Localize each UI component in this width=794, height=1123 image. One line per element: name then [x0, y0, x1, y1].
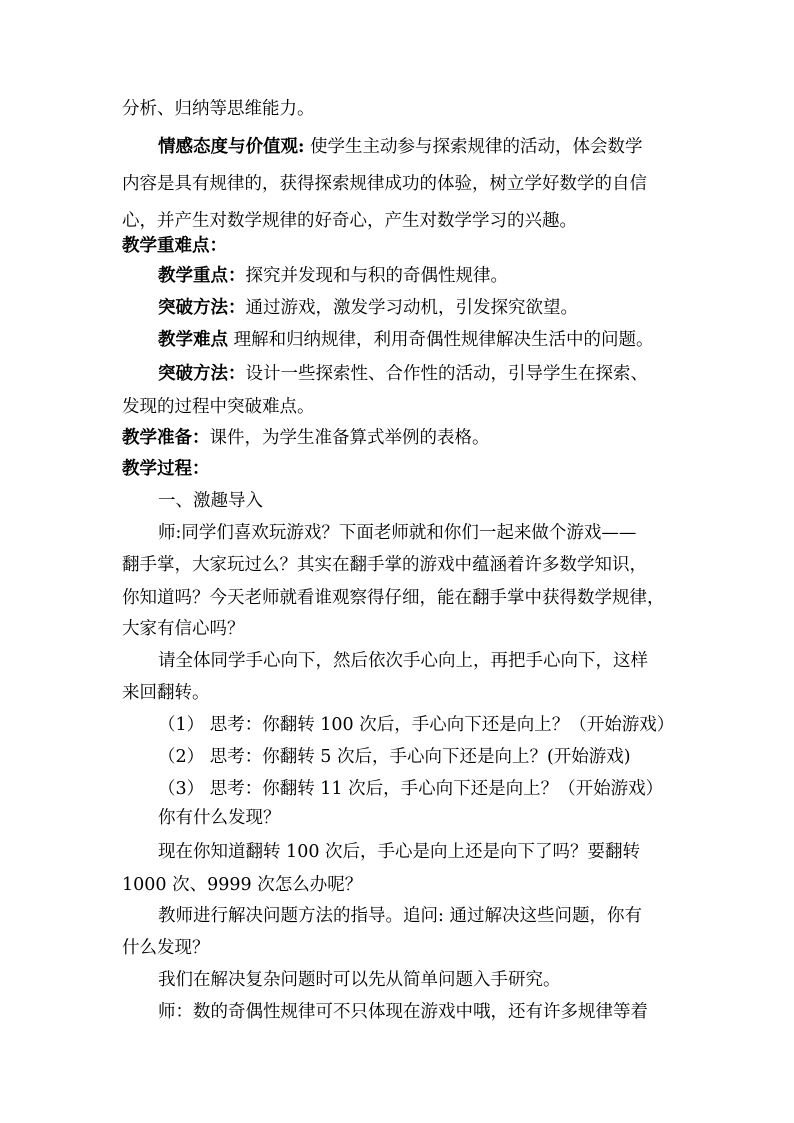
section-label: 教学准备：	[122, 428, 210, 448]
text-line	[122, 172, 682, 196]
line-text: 我们在解决复杂问题时可以先从简单问题入手研究。	[158, 970, 561, 990]
line-text: 使学生主动参与探索规律的活动，体会数学	[304, 137, 643, 157]
text-line	[158, 904, 718, 928]
line-text: 请全体同学手心向下，然后依次手心向上，再把手心向下，这样	[158, 651, 648, 671]
text-line	[158, 296, 718, 320]
text-line	[122, 617, 682, 641]
line-text: 你有什么发现？	[158, 808, 281, 828]
line-text: 一、激趣导入	[158, 491, 263, 511]
section-label: 教学重点：	[158, 266, 246, 286]
text-line	[158, 489, 718, 513]
text-line	[122, 586, 682, 610]
heading-text: 教学过程：	[122, 459, 210, 479]
line-text: 师:同学们喜欢玩游戏？下面老师就和你们一起来做个游戏——	[158, 523, 637, 543]
text-line	[122, 97, 682, 121]
line-text: 理解和归纳规律，利用奇偶性规律解决生活中的问题。	[228, 330, 654, 350]
section-heading	[122, 234, 682, 258]
line-text: 课件，为学生准备算式举例的表格。	[209, 428, 490, 448]
text-line	[158, 521, 718, 545]
line-text: 心，并产生对数学规律的好奇心，产生对数学学习的兴趣。	[122, 211, 577, 231]
text-line	[158, 713, 718, 737]
text-line	[158, 777, 718, 801]
section-label: 情感态度与价值观:	[158, 137, 305, 157]
line-text: 探究并发现和与积的奇偶性规律。	[245, 266, 508, 286]
line-text: 什么发现？	[122, 938, 210, 958]
text-line	[122, 553, 682, 577]
line-text: （2） 思考：你翻转 5 次后，手心向下还是向上？(开始游戏)	[158, 747, 631, 767]
heading-text: 教学重难点：	[122, 236, 227, 256]
line-text: 1000 次、9999 次怎么办呢？	[122, 875, 363, 895]
text-line	[122, 873, 682, 897]
line-text: 内容是具有规律的，获得探索规律成功的体验，树立学好数学的自信	[122, 174, 647, 194]
text-line	[122, 395, 682, 419]
text-line	[122, 936, 682, 960]
line-text: 翻手掌，大家玩过么？其实在翻手掌的游戏中蕴涵着许多数学知识，	[122, 555, 647, 575]
line-text: 教师进行解决问题方法的指导。追问: 通过解决这些问题，你有	[158, 906, 642, 926]
line-text: 大家有信心吗？	[122, 619, 245, 639]
text-line	[158, 968, 718, 992]
text-line	[158, 362, 718, 386]
line-text: 师：数的奇偶性规律可不只体现在游戏中哦，还有许多规律等着	[158, 1002, 648, 1022]
text-line	[122, 209, 682, 233]
line-text: 你知道吗？今天老师就看谁观察得仔细，能在翻手掌中获得数学规律，	[122, 588, 665, 608]
text-line	[158, 135, 718, 159]
text-line	[122, 681, 682, 705]
text-line	[158, 649, 718, 673]
section-label: 教学难点	[158, 330, 228, 350]
text-line	[158, 1000, 718, 1024]
text-line	[158, 840, 718, 864]
line-text: （1） 思考：你翻转 100 次后，手心向下还是向上？（开始游戏）	[158, 715, 675, 735]
text-line	[158, 745, 718, 769]
section-heading	[122, 457, 682, 481]
line-text: 发现的过程中突破难点。	[122, 397, 315, 417]
line-text: （3） 思考：你翻转 11 次后，手心向下还是向上？（开始游戏）	[158, 779, 664, 799]
line-text: 现在你知道翻转 100 次后，手心是向上还是向下了吗？要翻转	[158, 842, 641, 862]
text-line	[158, 328, 718, 352]
text-line	[158, 806, 718, 830]
section-label: 突破方法：	[158, 298, 246, 318]
line-text: 来回翻转。	[122, 683, 210, 703]
text-line	[122, 426, 682, 450]
line-text: 分析、归纳等思维能力。	[122, 99, 315, 119]
section-label: 突破方法：	[158, 364, 246, 384]
line-text: 设计一些探索性、合作性的活动，引导学生在探索、	[245, 364, 648, 384]
line-text: 通过游戏，激发学习动机，引发探究欲望。	[245, 298, 578, 318]
text-line	[158, 264, 718, 288]
